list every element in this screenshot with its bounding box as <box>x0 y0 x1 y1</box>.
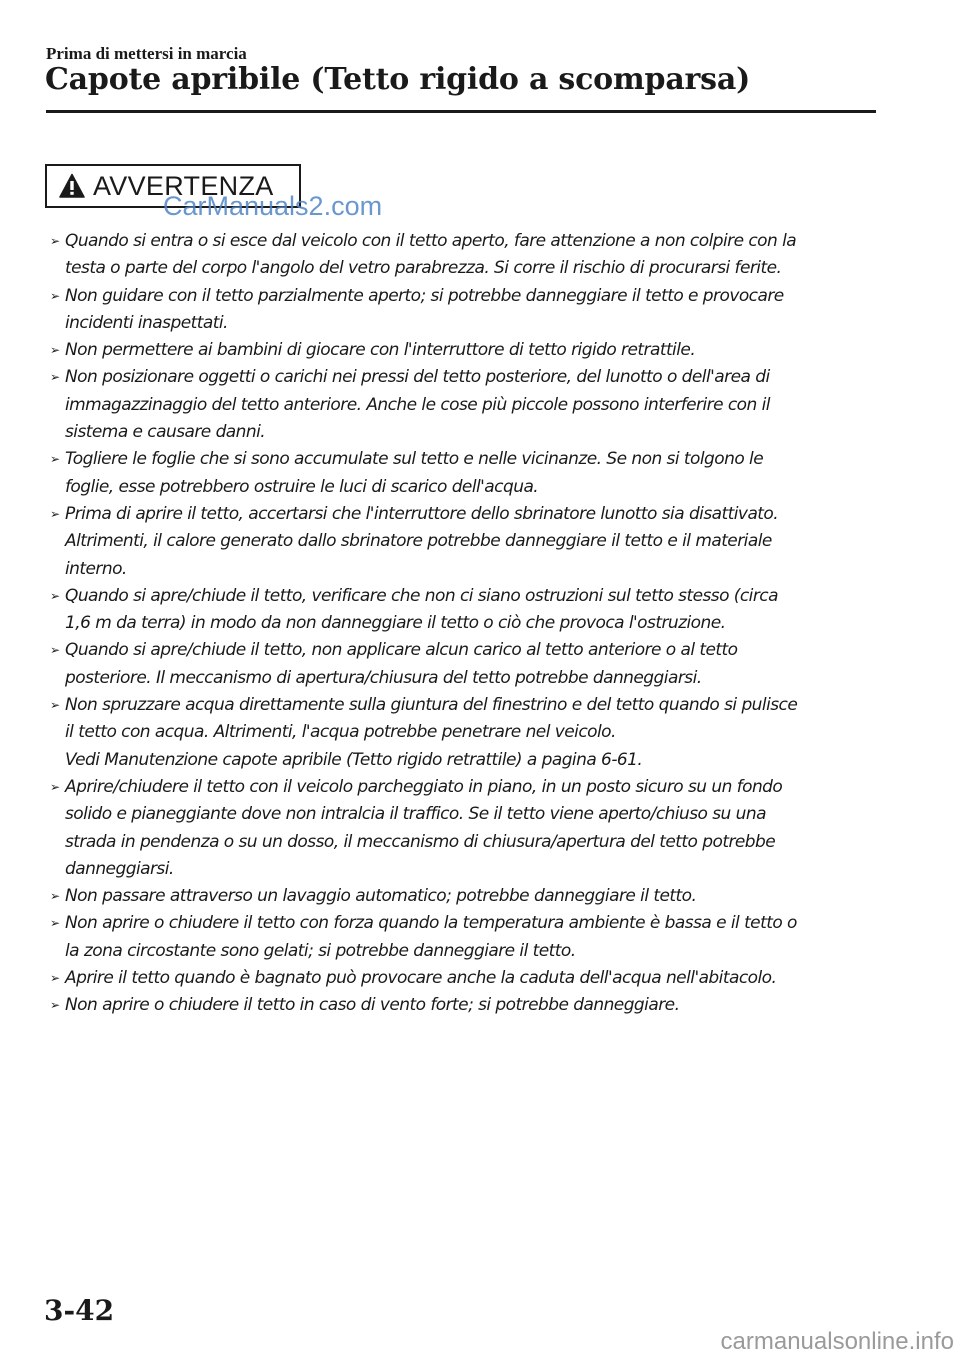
page-number: 3-42 <box>44 1294 115 1327</box>
warning-item <box>50 364 880 446</box>
warning-item-line: posteriore. Il meccanismo di apertura/chiusura del tetto potrebbe danneggiarsi. <box>65 667 702 688</box>
warning-item-line: Non passare attraverso un lavaggio automatico; potrebbe danneggiare il tetto. <box>65 886 697 907</box>
warning-item <box>50 337 880 364</box>
warning-item <box>50 446 880 501</box>
warning-item-line: Quando si apre/chiude il tetto, non applicare alcun carico al tetto anteriore o al tetto <box>65 640 738 661</box>
warning-item-line: Vedi Manutenzione capote apribile (Tetto rigido retrattile) a pagina 6-61. <box>65 749 643 770</box>
warning-item-line: Quando si apre/chiude il tetto, verificare che non ci siano ostruzioni sul tetto stesso (circa <box>65 585 778 606</box>
watermark-top: CarManuals2.com <box>163 191 383 221</box>
warning-item-line: Non permettere ai bambini di giocare con l'interruttore di tetto rigido retrattile. <box>65 340 696 361</box>
warning-item-line: solido e pianeggiante dove non intralcia il traffico. Se il tetto viene aperto/chiuso su una <box>65 804 766 825</box>
warning-item-line: immagazzinaggio del tetto anteriore. Anche le cose più piccole possono interferire con il <box>65 394 770 415</box>
warning-item <box>50 910 880 965</box>
warning-item-line: Non aprire o chiudere il tetto in caso di vento forte; si potrebbe danneggiare. <box>65 995 680 1016</box>
warning-item-line: Aprire il tetto quando è bagnato può provocare anche la caduta dell'acqua nell'abitacolo. <box>65 968 777 989</box>
warning-item-line: Non aprire o chiudere il tetto con forza quando la temperatura ambiente è bassa e il tetto o <box>65 913 797 934</box>
warning-item-line: Altrimenti, il calore generato dallo sbrinatore potrebbe danneggiare il tetto e il materiale <box>65 531 772 552</box>
warning-item-line: Non spruzzare acqua direttamente sulla giuntura del finestrino e del tetto quando si pulisce <box>65 695 798 716</box>
arrowhead-bullet-icon: ➢ <box>50 588 60 603</box>
warning-item <box>50 692 880 774</box>
section-label: Prima di mettersi in marcia <box>46 44 247 63</box>
title-rule <box>46 110 876 113</box>
warning-item-line: Togliere le foglie che si sono accumulate sul tetto e nelle vicinanze. Se non si tolgono le <box>65 449 764 470</box>
arrowhead-bullet-icon: ➢ <box>50 234 60 248</box>
arrowhead-bullet-icon: ➢ <box>50 452 60 467</box>
warning-item <box>50 774 880 883</box>
arrowhead-bullet-icon: ➢ <box>50 288 60 303</box>
warning-item-line: Non guidare con il tetto parzialmente aperto; si potrebbe danneggiare il tetto e provocare <box>65 285 784 306</box>
warning-item <box>50 883 880 910</box>
warning-item-line: testa o parte del corpo l'angolo del vetro parabrezza. Si corre il rischio di procurarsi ferite. <box>65 258 782 279</box>
watermark-bottom: carmanualsonline.info <box>720 1328 954 1355</box>
warning-item-line: strada in pendenza o su un dosso, il meccanismo di chiusura/apertura del tetto potrebbe <box>65 831 776 852</box>
warning-item-line: danneggiarsi. <box>65 858 174 879</box>
arrowhead-bullet-icon: ➢ <box>50 698 60 713</box>
warning-item <box>50 965 880 992</box>
arrowhead-bullet-icon: ➢ <box>50 971 60 986</box>
warning-item <box>50 228 880 283</box>
arrowhead-bullet-icon: ➢ <box>50 998 60 1013</box>
warning-item-line: Non posizionare oggetti o carichi nei pressi del tetto posteriore, del lunotto o dell'area di <box>65 367 770 388</box>
warning-item-line: Aprire/chiudere il tetto con il veicolo parcheggiato in piano, in un posto sicuro su un fondo <box>65 776 783 797</box>
warning-item-line: la zona circostante sono gelati; si potrebbe danneggiare il tetto. <box>65 940 576 961</box>
warning-item-line: sistema e causare danni. <box>65 422 266 443</box>
warning-item <box>50 583 880 638</box>
warning-item <box>50 637 880 692</box>
warning-item <box>50 283 880 338</box>
arrowhead-bullet-icon: ➢ <box>50 506 60 521</box>
arrowhead-bullet-icon: ➢ <box>50 643 60 658</box>
arrowhead-bullet-icon: ➢ <box>50 889 60 904</box>
arrowhead-bullet-icon: ➢ <box>50 916 60 931</box>
warning-item <box>50 992 880 1019</box>
warning-item-line: foglie, esse potrebbero ostruire le luci di scarico dell'acqua. <box>65 476 539 497</box>
page-title: Capote apribile (Tetto rigido a scomparsa) <box>45 62 751 97</box>
warning-label: AVVERTENZA <box>93 170 274 201</box>
warning-item-line: il tetto con acqua. Altrimenti, l'acqua potrebbe penetrare nel veicolo. <box>65 722 616 743</box>
arrowhead-bullet-icon: ➢ <box>50 779 60 794</box>
warning-item-line: Quando si entra o si esce dal veicolo con il tetto aperto, fare attenzione a non colpire con la <box>65 231 797 251</box>
arrowhead-bullet-icon: ➢ <box>50 343 60 358</box>
warning-list <box>50 228 880 1020</box>
warning-triangle-icon <box>59 173 85 199</box>
warning-item-line: Prima di aprire il tetto, accertarsi che l'interruttore dello sbrinatore lunotto sia disattivato. <box>65 503 779 524</box>
warning-item <box>50 501 880 583</box>
warning-item-line: 1,6 m da terra) in modo da non danneggiare il tetto o ciò che provoca l'ostruzione. <box>65 613 726 634</box>
arrowhead-bullet-icon: ➢ <box>50 370 60 385</box>
warning-item-line: incidenti inaspettati. <box>65 312 228 333</box>
warning-item-line: interno. <box>65 558 127 579</box>
